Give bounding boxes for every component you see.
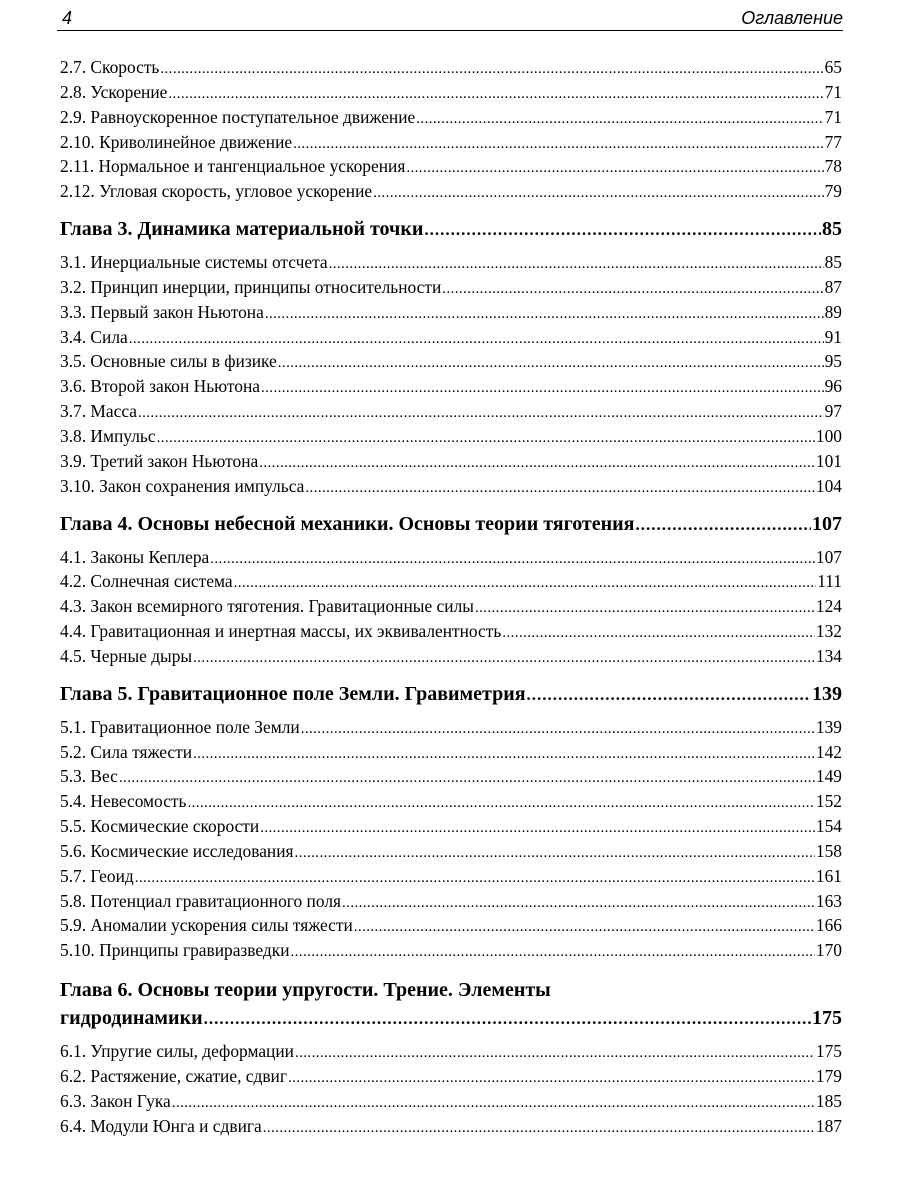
chapter-page: 175 xyxy=(812,1007,842,1030)
toc-entry-label: 3.4. Сила xyxy=(60,326,128,347)
chapter-page: 107 xyxy=(812,512,842,535)
toc-entry-page: 187 xyxy=(815,1115,842,1136)
chapter-heading[interactable] xyxy=(60,512,842,537)
chapter-heading[interactable] xyxy=(60,1006,842,1031)
dot-leader xyxy=(263,1117,815,1139)
dot-leader xyxy=(278,352,824,374)
toc-entry-label: 4.1. Законы Кеплера xyxy=(60,546,210,567)
toc-entry-label: 5.3. Вес xyxy=(60,766,118,787)
chapter-heading[interactable] xyxy=(60,682,842,707)
chapter-title: Глава 4. Основы небесной механики. Основы теории тяготения xyxy=(60,512,635,535)
dot-leader xyxy=(295,1042,815,1064)
toc-entry-page: 91 xyxy=(824,326,842,347)
toc-entry-page: 158 xyxy=(815,840,842,861)
toc-entry-label: 6.2. Растяжение, сжатие, сдвиг xyxy=(60,1066,287,1086)
dot-leader xyxy=(354,916,815,938)
dot-leader xyxy=(442,278,823,300)
toc-entry-label: 4.3. Закон всемирного тяготения. Гравитационные силы xyxy=(60,596,474,617)
toc-entry[interactable] xyxy=(60,765,842,790)
dot-leader xyxy=(172,1092,815,1114)
toc-entry-page: 142 xyxy=(815,741,842,762)
toc-entry-page: 79 xyxy=(824,181,842,202)
toc-entry[interactable] xyxy=(60,1065,842,1090)
toc-entry-label: 6.1. Упругие силы, деформации xyxy=(60,1041,294,1062)
toc-entry-label: 3.2. Принцип инерции, принципы относительности xyxy=(60,276,442,297)
toc-entry-page: 161 xyxy=(815,865,842,886)
toc-entry-page: 107 xyxy=(815,546,842,567)
toc-entry[interactable] xyxy=(60,131,842,156)
toc-entry-label: 3.9. Третий закон Ньютона xyxy=(60,450,259,471)
dot-leader xyxy=(295,842,815,864)
dot-leader xyxy=(168,83,823,105)
toc-entry-label: 5.6. Космические исследования xyxy=(60,840,294,861)
toc-entry-page: 65 xyxy=(824,57,842,77)
dot-leader xyxy=(475,597,815,619)
dot-leader xyxy=(636,513,812,537)
toc-entry-page: 77 xyxy=(824,131,842,152)
toc-entry[interactable] xyxy=(60,914,842,939)
toc-entry[interactable] xyxy=(60,276,842,301)
toc-entry-label: 3.6. Второй закон Ньютона xyxy=(60,376,260,397)
dot-leader xyxy=(293,133,824,155)
toc-entry[interactable] xyxy=(60,475,842,500)
toc-entry-label: 2.8. Ускорение xyxy=(60,81,168,102)
toc-entry-label: 3.10. Закон сохранения импульса xyxy=(60,475,305,496)
toc-entry-page: 95 xyxy=(824,351,842,372)
dot-leader xyxy=(301,718,815,740)
toc-entry-page: 149 xyxy=(815,766,842,787)
toc-entry[interactable] xyxy=(60,1115,842,1140)
toc-entry-label: 3.1. Инерциальные системы отсчета xyxy=(60,252,328,273)
toc-entry[interactable] xyxy=(60,400,842,425)
toc-entry-label: 2.11. Нормальное и тангенциальное ускорения xyxy=(60,156,406,177)
toc-entry[interactable] xyxy=(60,595,842,620)
toc-entry-label: 3.3. Первый закон Ньютона xyxy=(60,301,264,322)
dot-leader xyxy=(261,377,824,399)
toc-entry[interactable] xyxy=(60,939,842,964)
dot-leader xyxy=(187,792,814,814)
toc-entry[interactable] xyxy=(60,546,842,571)
toc-entry-page: 139 xyxy=(815,716,842,737)
dot-leader xyxy=(291,941,815,963)
toc-entry[interactable] xyxy=(60,106,842,131)
toc-entry[interactable] xyxy=(60,350,842,375)
dot-leader xyxy=(160,58,823,80)
toc-entry[interactable] xyxy=(60,645,842,670)
toc-entry-page: 154 xyxy=(815,816,842,837)
toc-entry[interactable] xyxy=(60,450,842,475)
chapter-title: Глава 3. Динамика материальной точки xyxy=(60,218,424,241)
toc-entry[interactable] xyxy=(60,815,842,840)
toc-entry-page: 166 xyxy=(815,915,842,936)
toc-entry-label: 3.5. Основные силы в физике xyxy=(60,351,277,372)
dot-leader xyxy=(288,1067,815,1089)
toc-entry[interactable] xyxy=(60,81,842,106)
toc-entry[interactable] xyxy=(60,301,842,326)
table-of-contents xyxy=(60,56,842,1140)
toc-entry-label: 4.4. Гравитационная и инертная массы, их эквивалентность xyxy=(60,621,502,642)
toc-entry-label: 3.7. Масса xyxy=(60,401,137,422)
toc-entry-label: 4.2. Солнечная система xyxy=(60,571,233,592)
toc-entry-page: 179 xyxy=(815,1066,842,1086)
toc-entry-page: 85 xyxy=(824,252,842,273)
dot-leader xyxy=(193,647,815,669)
toc-entry[interactable] xyxy=(60,1040,842,1065)
toc-entry-page: 170 xyxy=(815,940,842,961)
toc-entry-page: 185 xyxy=(815,1090,842,1111)
running-header xyxy=(57,4,843,31)
toc-entry-page: 100 xyxy=(815,425,842,446)
dot-leader xyxy=(416,108,823,130)
dot-leader xyxy=(119,767,815,789)
toc-entry[interactable] xyxy=(60,56,842,81)
dot-leader xyxy=(424,218,821,242)
toc-entry-label: 5.8. Потенциал гравитационного поля xyxy=(60,890,342,911)
dot-leader xyxy=(138,402,824,424)
toc-entry[interactable] xyxy=(60,425,842,450)
toc-entry[interactable] xyxy=(60,570,842,595)
toc-entry[interactable] xyxy=(60,890,842,915)
toc-entry-label: 6.4. Модули Юнга и сдвига xyxy=(60,1115,262,1136)
toc-entry-page: 163 xyxy=(815,890,842,911)
toc-entry-page: 71 xyxy=(824,106,842,127)
toc-entry[interactable] xyxy=(60,326,842,351)
dot-leader xyxy=(265,303,824,325)
toc-entry-label: 2.12. Угловая скорость, угловое ускорение xyxy=(60,181,373,202)
dot-leader xyxy=(502,622,815,644)
toc-entry-page: 101 xyxy=(815,450,842,471)
toc-entry[interactable] xyxy=(60,620,842,645)
dot-leader xyxy=(260,817,815,839)
dot-leader xyxy=(305,477,815,499)
chapter-heading[interactable] xyxy=(60,217,842,242)
dot-leader xyxy=(373,182,823,204)
toc-entry-label: 3.8. Импульс xyxy=(60,425,156,446)
toc-entry-label: 2.9. Равноускоренное поступательное движение xyxy=(60,106,416,127)
toc-entry[interactable] xyxy=(60,155,842,180)
toc-entry-label: 5.10. Принципы гравиразведки xyxy=(60,940,290,961)
dot-leader xyxy=(406,157,823,179)
toc-entry[interactable] xyxy=(60,840,842,865)
toc-entry-page: 89 xyxy=(824,301,842,322)
toc-entry[interactable] xyxy=(60,180,842,205)
toc-entry-label: 4.5. Черные дыры xyxy=(60,645,193,666)
toc-entry[interactable] xyxy=(60,865,842,890)
section-title: Оглавление xyxy=(741,8,843,28)
toc-entry-label: 6.3. Закон Гука xyxy=(60,1090,171,1111)
toc-entry-label: 5.9. Аномалии ускорения силы тяжести xyxy=(60,915,353,936)
dot-leader xyxy=(210,548,815,570)
chapter-title: гидродинамики xyxy=(60,1007,203,1030)
dot-leader xyxy=(129,328,824,350)
toc-entry-page: 111 xyxy=(817,571,842,592)
dot-leader xyxy=(234,572,817,594)
toc-entry[interactable] xyxy=(60,790,842,815)
toc-entry-page: 104 xyxy=(815,475,842,496)
page-number: 4 xyxy=(62,8,73,28)
toc-entry-page: 124 xyxy=(815,596,842,617)
dot-leader xyxy=(259,452,815,474)
toc-entry[interactable] xyxy=(60,716,842,741)
toc-entry-label: 2.10. Криволинейное движение xyxy=(60,131,293,152)
header-divider xyxy=(57,30,843,31)
toc-entry[interactable] xyxy=(60,251,842,276)
toc-entry-page: 152 xyxy=(815,791,842,812)
toc-entry-label: 5.2. Сила тяжести xyxy=(60,741,193,762)
toc-entry-label: 5.1. Гравитационное поле Земли xyxy=(60,716,300,737)
toc-entry-label: 5.4. Невесомость xyxy=(60,791,187,812)
toc-entry-page: 97 xyxy=(824,401,842,422)
chapter-page: 139 xyxy=(812,682,842,705)
toc-entry-page: 78 xyxy=(824,156,842,177)
chapter-page: 85 xyxy=(822,218,842,241)
dot-leader xyxy=(157,427,815,449)
dot-leader xyxy=(342,892,815,914)
toc-entry-page: 134 xyxy=(815,645,842,666)
toc-entry-page: 175 xyxy=(815,1041,842,1062)
toc-entry[interactable] xyxy=(60,741,842,766)
toc-entry-label: 5.7. Геоид xyxy=(60,865,134,886)
dot-leader xyxy=(527,683,811,707)
toc-entry[interactable] xyxy=(60,1090,842,1115)
toc-entry-page: 87 xyxy=(824,276,842,297)
dot-leader xyxy=(204,1007,811,1031)
dot-leader xyxy=(135,867,815,889)
dot-leader xyxy=(329,253,824,275)
toc-entry[interactable] xyxy=(60,375,842,400)
toc-entry-label: 2.7. Скорость xyxy=(60,57,160,77)
dot-leader xyxy=(193,743,815,765)
toc-entry-page: 132 xyxy=(815,621,842,642)
chapter-title-line1[interactable]: Глава 6. Основы теории упругости. Трение. Элементы xyxy=(60,979,551,1002)
toc-entry-label: 5.5. Космические скорости xyxy=(60,816,260,837)
toc-entry-page: 96 xyxy=(824,376,842,397)
chapter-title: Глава 5. Гравитационное поле Земли. Гравиметрия xyxy=(60,682,526,705)
toc-entry-page: 71 xyxy=(824,81,842,102)
